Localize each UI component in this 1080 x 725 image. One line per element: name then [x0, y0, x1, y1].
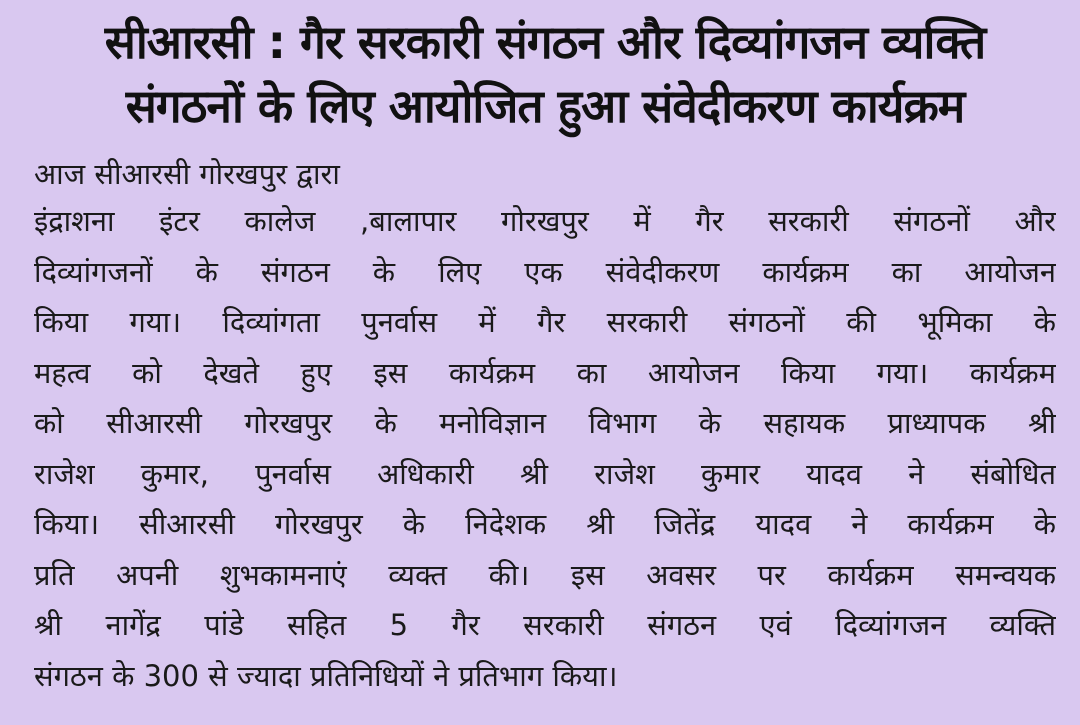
article-line: राजेश कुमार, पुनर्वास अधिकारी श्री राजेश कुमार यादव ने संबोधित [34, 456, 1056, 491]
article-line: दिव्यांगजनों के संगठन के लिए एक संवेदीकरण कार्यक्रम का आयोजन [34, 254, 1056, 289]
article-line: किया गया। दिव्यांगता पुनर्वास में गैर सरकारी संगठनों की भूमिका के [34, 305, 1056, 339]
byline: आज सीआरसी गोरखपुर द्वारा [34, 157, 340, 191]
article-line: को सीआरसी गोरखपुर के मनोविज्ञान विभाग के सहायक प्राध्यापक श्री [34, 406, 1056, 440]
article-line: इंद्राशना इंटर कालेज ,बालापार गोरखपुर में गैर सरकारी संगठनों और [34, 204, 1056, 238]
article-line: श्री नागेंद्र पांडे सहित 5 गैर सरकारी संगठन एवं दिव्यांगजन व्यक्ति [34, 608, 1056, 642]
headline-line-2: संगठनों के लिए आयोजित हुआ संवेदीकरण कार्यक्रम [125, 79, 965, 133]
article-line: किया। सीआरसी गोरखपुर के निदेशक श्री जितेंद्र यादव ने कार्यक्रम के [34, 507, 1056, 541]
article-line: संगठन के 300 से ज्यादा प्रतिनिधियों ने प्रतिभाग किया। [34, 658, 618, 693]
article-line: महत्व को देखते हुए इस कार्यक्रम का आयोजन किया गया। कार्यक्रम [34, 355, 1056, 390]
article-line: प्रति अपनी शुभकामनाएं व्यक्त की। इस अवसर पर कार्यक्रम समन्वयक [34, 557, 1056, 592]
headline [34, 0, 1056, 138]
headline-line-1: सीआरसी : गैर सरकारी संगठन और दिव्यांगजन व्यक्ति [104, 15, 986, 69]
article-body [34, 196, 1056, 701]
